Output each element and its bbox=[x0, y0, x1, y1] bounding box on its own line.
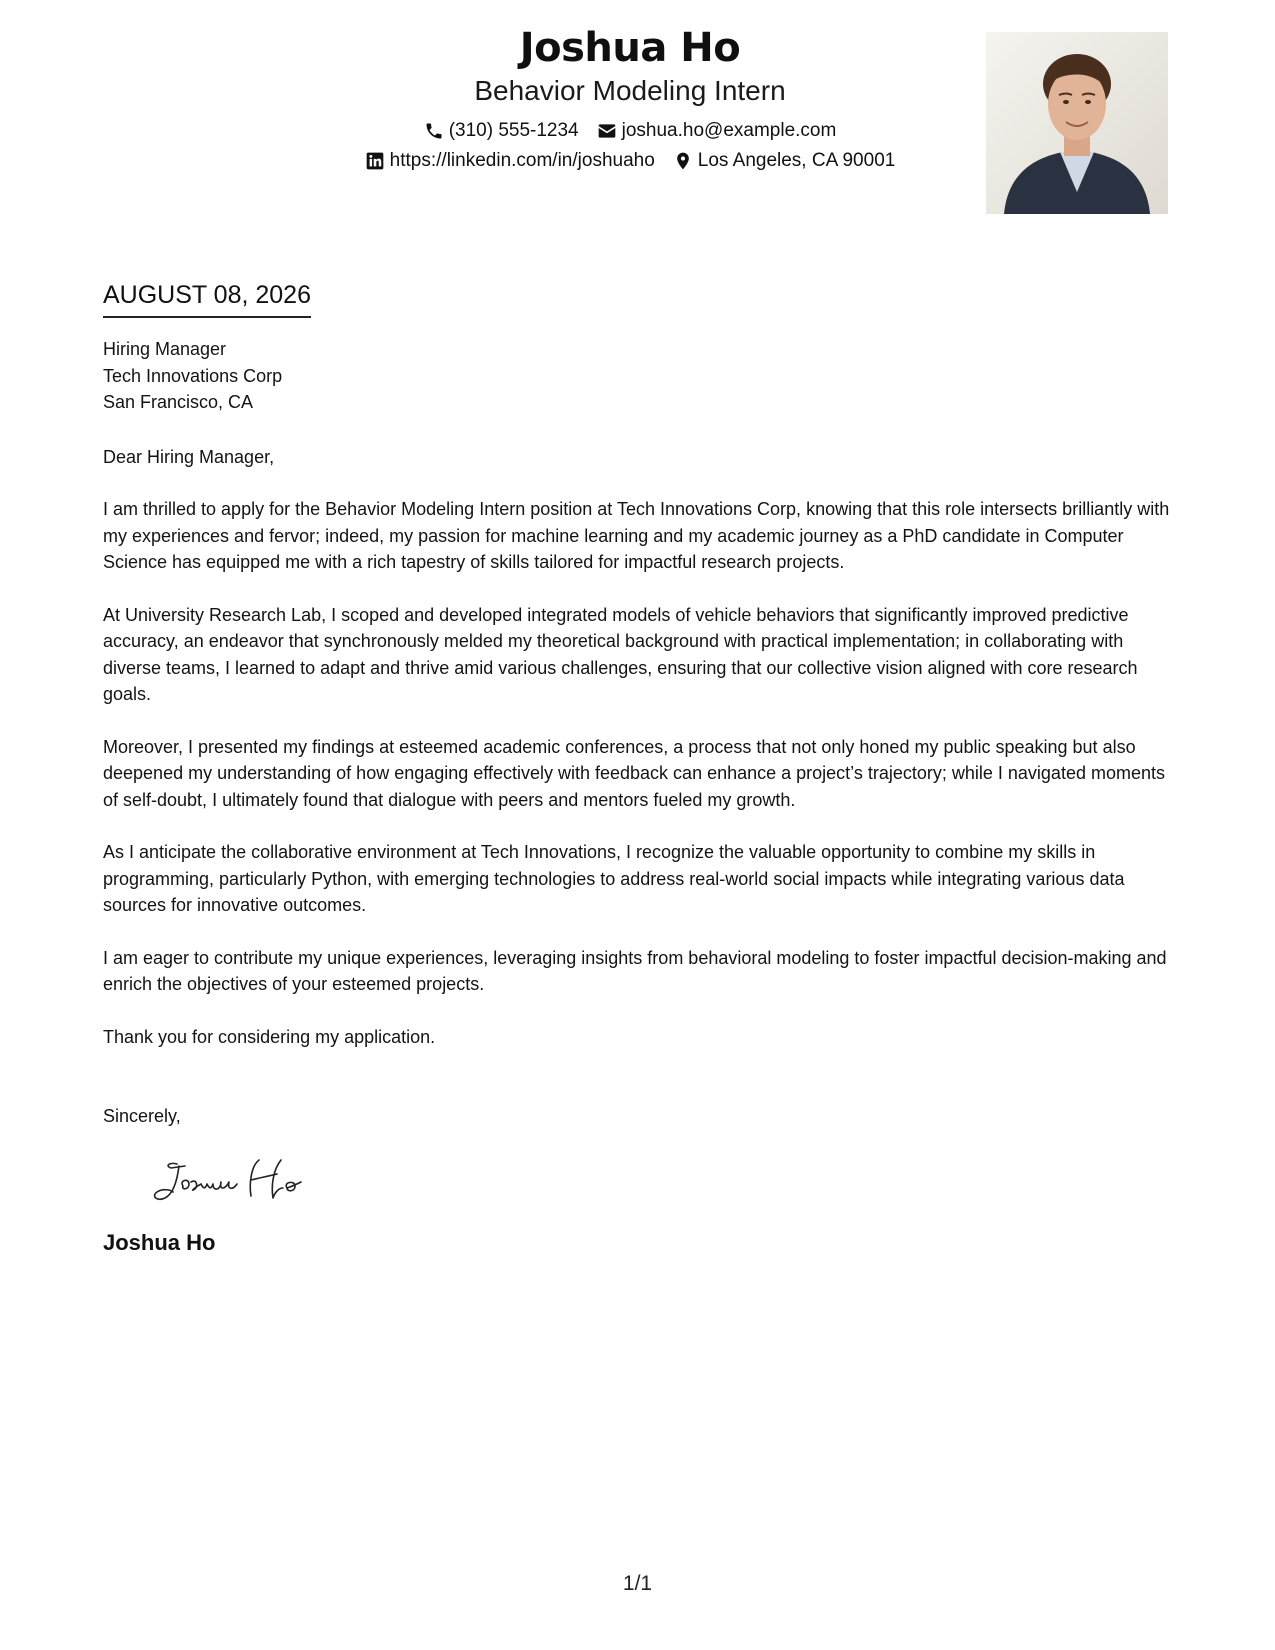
recipient-line: Hiring Manager bbox=[103, 339, 227, 359]
letter-body bbox=[103, 278, 1183, 1256]
salutation: Dear Hiring Manager, bbox=[103, 446, 275, 467]
page-number: 1/1 bbox=[622, 1572, 653, 1595]
phone-icon bbox=[424, 121, 444, 141]
linkedin-icon bbox=[365, 151, 385, 171]
body-paragraph: At University Research Lab, I scoped and developed integrated models of vehicle behaviors that significantly improved predictive accuracy, an endeavor that synchronously melded my theoretical background with practical implementation; in collaborating with diverse teams, I learned to adapt and thrive amid various challenges, ensuring that our collective vision aligned with core research goals. bbox=[103, 604, 1138, 704]
contact-phone[interactable] bbox=[424, 116, 579, 146]
body-paragraph: Thank you for considering my application. bbox=[103, 1026, 436, 1047]
signer-name: Joshua Ho bbox=[103, 1229, 216, 1255]
body-paragraph: I am thrilled to apply for the Behavior Modeling Intern position at Tech Innovations Corp, knowing that this role intersects brilliantly with my experiences and fervor; indeed, my passion for machine learning and my academic journey as a PhD candidate in Computer Science has equipped me with a rich tapestry of skills tailored for impactful research projects. bbox=[103, 499, 1170, 572]
recipient-line: Tech Innovations Corp bbox=[103, 365, 283, 386]
contact-location bbox=[673, 146, 896, 176]
handwritten-signature bbox=[147, 1152, 1183, 1212]
closing: Sincerely, bbox=[103, 1106, 181, 1126]
recipient-block bbox=[103, 336, 1183, 416]
contact-email[interactable] bbox=[597, 116, 837, 146]
map-marker-icon bbox=[673, 151, 693, 171]
envelope-icon bbox=[597, 121, 617, 141]
linkedin-url: https://linkedin.com/in/joshuaho bbox=[389, 150, 655, 171]
location-text: Los Angeles, CA 90001 bbox=[697, 150, 896, 171]
body-paragraph: I am eager to contribute my unique experiences, leveraging insights from behavioral modeling to foster impactful decision-making and enrich the objectives of your esteemed projects. bbox=[103, 947, 1167, 994]
body-paragraph: As I anticipate the collaborative environment at Tech Innovations, I recognize the valuable opportunity to combine my skills in programming, particularly Python, with emerging technologies to address real-world social impacts while integrating various data sources for innovative outcomes. bbox=[103, 842, 1125, 915]
body-paragraph: Moreover, I presented my findings at esteemed academic conferences, a process that not only honed my public speaking but also deepened my understanding of how engaging effectively with feedback can enhance a project’s trajectory; while I navigated moments of self-doubt, I ultimately found that dialogue with peers and mentors fueled my growth. bbox=[103, 736, 1165, 810]
recipient-line: San Francisco, CA bbox=[103, 392, 254, 412]
letter-date: AUGUST 08, 2026 bbox=[103, 278, 311, 318]
applicant-role: Behavior Modeling Intern bbox=[474, 75, 786, 106]
profile-photo bbox=[986, 32, 1168, 214]
applicant-name: Joshua Ho bbox=[519, 25, 741, 71]
contact-linkedin[interactable] bbox=[365, 146, 655, 176]
phone-number: (310) 555-1234 bbox=[448, 120, 579, 141]
email-address: joshua.ho@example.com bbox=[621, 120, 837, 141]
